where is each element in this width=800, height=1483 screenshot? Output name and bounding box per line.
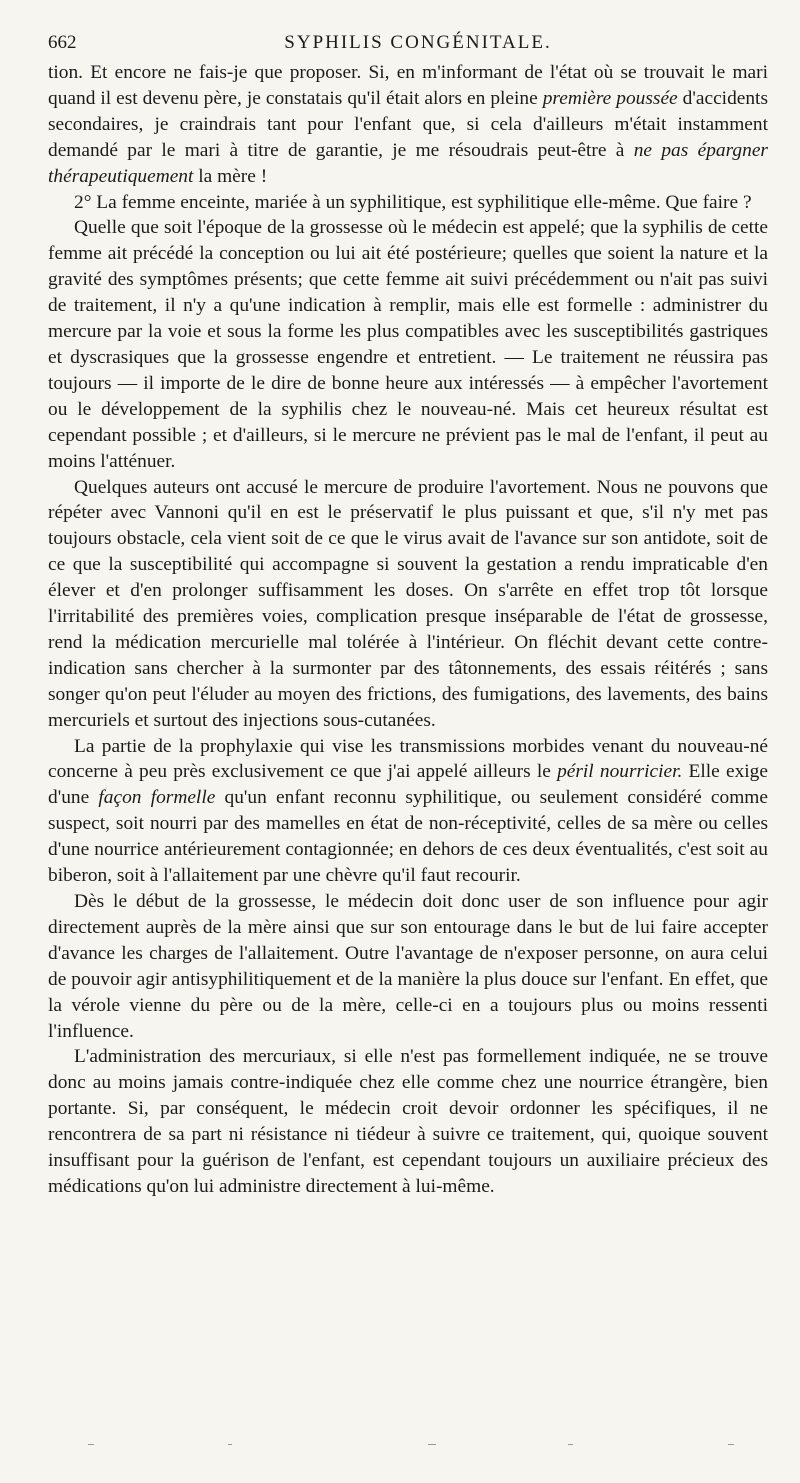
body-text [48, 60, 768, 1200]
text-run: Elle exige d'une [48, 761, 768, 809]
paragraph [48, 475, 768, 734]
text-run: Quelques auteurs ont accusé le mercure de produire l'avortement. Nous ne pouvons que répéter avec Vannoni qu'il en est le préservatif le plus puissant et que, s'il n'y met pas toujours obstacle, cela vient soit de ce que le virus avait de l'avance sur son antidote, soit de ce que la susceptibilité qui accompagne si souvent la gestation a rendu impraticable d'en élever et d'en prolonger suffisamment les doses. On s'arrête en effet trop tôt lorsque l'irritabilité des premières voies, complication presque inséparable de l'état de grossesse, rend la médication mercurielle mal tolérée à l'intérieur. On fléchit devant cette contre-indication sans chercher à la surmonter par des tâtonnements, des essais réitérés ; sans songer qu'on peut l'éluder au moyen des frictions, des fumigations, des lavements, des bains mercuriels et surtout des injections sous-cutanées. [48, 476, 768, 731]
paragraph [48, 889, 768, 1044]
paragraph [48, 190, 768, 216]
italic-text: façon formelle [98, 787, 216, 809]
paragraph [48, 215, 768, 474]
text-run: Dès le début de la grossesse, le médecin doit donc user de son influence pour agir directement auprès de la mère ainsi que sur son entourage dans le but de lui faire accepter d'avance les charges de l'allaitement. Outre l'avantage de n'exposer personne, on aura celui de pouvoir agir antisyphilitiquement et de la manière la plus douce sur l'enfant. En effet, que la vérole vienne du père ou de la mère, celle-ci en a toujours plus ou moins ressenti l'influence. [48, 891, 768, 1042]
paragraph [48, 60, 768, 190]
text-run: d'accidents secondaires, je craindrais tant pour l'enfant que, si cela d'ailleurs m'était instamment demandé par le mari à titre de garantie, je me résoudrais peut-être à [48, 87, 768, 161]
running-title: SYPHILIS CONGÉNITALE. [284, 32, 552, 53]
text-run: 2° La femme enceinte, mariée à un syphilitique, est syphilitique elle-même. Que faire ? [74, 191, 752, 213]
running-header [48, 26, 768, 60]
page-number: 662 [48, 32, 77, 53]
italic-text: première poussée [542, 87, 678, 109]
text-run: L'administration des mercuriaux, si elle n'est pas formellement indiquée, ne se trouve donc au moins jamais contre-indiquée chez elle comme chez une nourrice étrangère, bien portante. Si, par conséquent, le médecin croit devoir ordonner les spécifiques, il ne rencontrera de sa part ni résistance ni tiédeur à suivre ce traitement, qui, quoique souvent insuffisant pour la guérison de l'enfant, est cependant toujours un auxiliaire précieux des médications qu'on lui administre directement à lui-même. [48, 1046, 768, 1197]
paragraph [48, 734, 768, 889]
italic-text: ne pas épargner thérapeutiquement [48, 139, 768, 187]
text-run: la mère ! [193, 165, 268, 187]
text-run: La partie de la prophylaxie qui vise les transmissions morbides venant du nouveau-né concerne à peu près exclusivement ce que j'ai appelé ailleurs le [48, 735, 768, 783]
text-run: qu'un enfant reconnu syphilitique, ou seulement considéré comme suspect, soit nourri par des mamelles en état de non-réceptivité, celles de sa mère ou celles d'une nourrice antérieurement contagionnée; en dehors de ces deux éventualités, c'est soit au biberon, soit à l'allaitement par une chèvre qu'il faut recourir. [48, 787, 768, 887]
text-run: tion. Et encore ne fais-je que proposer. Si, en m'informant de l'état où se trouvait le mari quand il est devenu père, je constatais qu'il était alors en pleine [48, 62, 768, 109]
text-run: Quelle que soit l'époque de la grossesse où le médecin est appelé; que la syphilis de cette femme ait précédé la conception ou lui ait été postérieure; quelles que soient la nature et la gravité des symptômes présents; que cette femme ait suivi précédemment ou n'ait pas suivi de traitement, il n'y a qu'une indication à remplir, mais elle est formelle : administrer du mercure par la voie et sous la forme les plus compatibles avec les susceptibilités gastriques et dyscrasiques que la grossesse engendre et entretient. — Le traitement ne réussira pas toujours — il importe de le dire de bonne heure aux intéressés — à empêcher l'avortement ou le développement de la syphilis chez le nouveau-né. Mais cet heureux résultat est cependant possible ; et d'ailleurs, si le mercure ne prévient pas le mal de l'enfant, il peut au moins l'atténuer. [48, 217, 768, 472]
italic-text: péril nourricier. [557, 761, 683, 783]
paragraph [48, 1044, 768, 1199]
page-bottom-marks [48, 1444, 768, 1446]
